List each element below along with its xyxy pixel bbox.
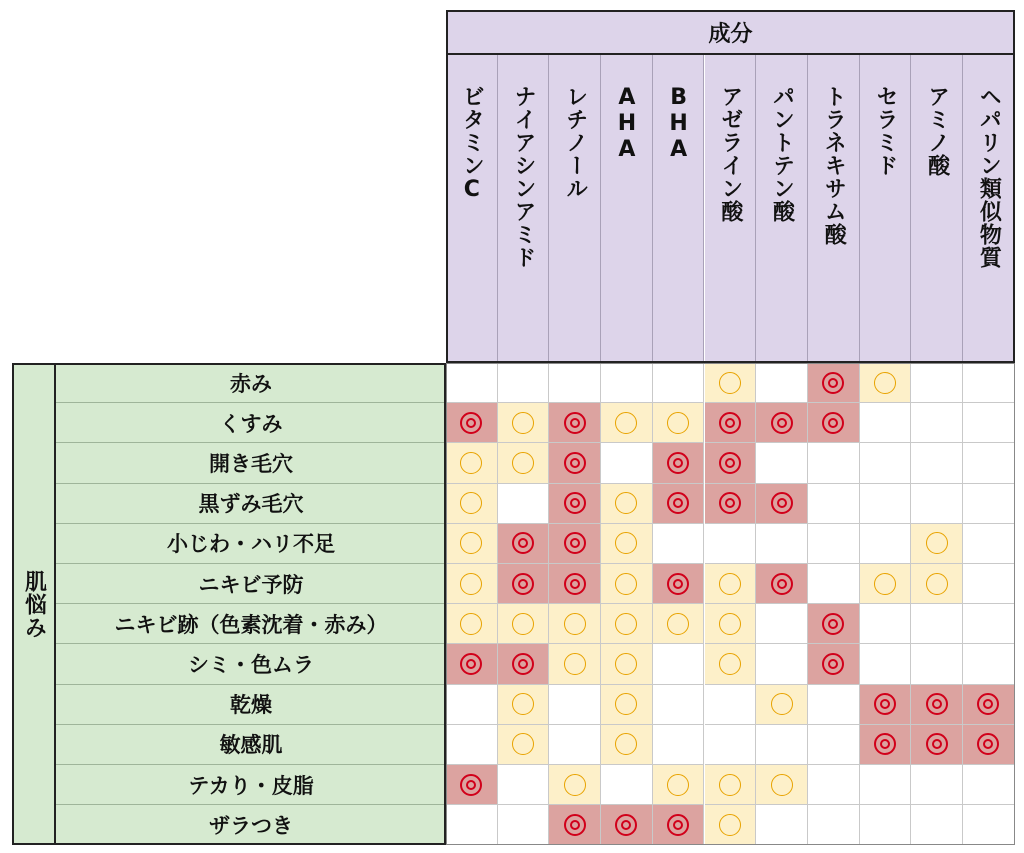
table-cell bbox=[911, 765, 963, 805]
column-header bbox=[601, 55, 653, 363]
column-header bbox=[756, 55, 808, 363]
table-cell bbox=[705, 685, 757, 725]
row-header bbox=[56, 484, 446, 524]
table-cell bbox=[549, 685, 601, 725]
circle-mark bbox=[615, 693, 637, 715]
table-cell bbox=[601, 443, 653, 483]
column-header-label: BHA bbox=[666, 85, 692, 163]
table-cell bbox=[705, 443, 757, 483]
table-cell bbox=[860, 443, 912, 483]
table-cell bbox=[756, 765, 808, 805]
table-cell bbox=[911, 484, 963, 524]
table-cell bbox=[756, 725, 808, 765]
circle-mark bbox=[460, 532, 482, 554]
table-cell bbox=[860, 484, 912, 524]
double-circle-mark bbox=[926, 733, 948, 755]
table-cell bbox=[705, 403, 757, 443]
row-header bbox=[56, 685, 446, 725]
row-header-label: 乾燥 bbox=[230, 693, 272, 718]
table-cell bbox=[705, 484, 757, 524]
column-header-label: レチノール bbox=[562, 85, 588, 200]
circle-mark bbox=[771, 774, 793, 796]
column-header bbox=[549, 55, 601, 363]
row-group-header bbox=[12, 363, 56, 845]
table-cell bbox=[911, 403, 963, 443]
circle-mark bbox=[615, 412, 637, 434]
double-circle-mark bbox=[460, 774, 482, 796]
column-header-label: ヘパリン類似物質 bbox=[976, 85, 1002, 269]
column-header-label: パントテン酸 bbox=[769, 85, 795, 223]
circle-mark bbox=[564, 774, 586, 796]
table-cell bbox=[808, 644, 860, 684]
table-cell bbox=[808, 443, 860, 483]
row-header-label: ザラつき bbox=[209, 813, 293, 838]
row-header-label: ニキビ跡（色素沈着・赤み） bbox=[114, 612, 388, 637]
table-cell bbox=[653, 604, 705, 644]
table-cell bbox=[653, 524, 705, 564]
table-cell bbox=[860, 524, 912, 564]
row-header bbox=[56, 765, 446, 805]
table-cell bbox=[446, 403, 498, 443]
circle-mark bbox=[615, 733, 637, 755]
table-cell bbox=[963, 644, 1015, 684]
column-header bbox=[808, 55, 860, 363]
table-cell bbox=[446, 604, 498, 644]
column-group-header bbox=[446, 10, 1015, 55]
table-cell bbox=[653, 443, 705, 483]
double-circle-mark bbox=[719, 492, 741, 514]
table-cell bbox=[860, 604, 912, 644]
table-cell bbox=[446, 765, 498, 805]
table-cell bbox=[963, 484, 1015, 524]
table-cell bbox=[756, 685, 808, 725]
double-circle-mark bbox=[977, 733, 999, 755]
table-cell bbox=[653, 403, 705, 443]
table-cell bbox=[756, 363, 808, 403]
row-header bbox=[56, 363, 446, 403]
row-header bbox=[56, 805, 446, 845]
table-cell bbox=[601, 363, 653, 403]
circle-mark bbox=[719, 613, 741, 635]
column-header-label: AHA bbox=[614, 85, 640, 163]
circle-mark bbox=[460, 573, 482, 595]
double-circle-mark bbox=[512, 653, 534, 675]
table-cell bbox=[498, 564, 550, 604]
table-cell bbox=[860, 363, 912, 403]
circle-mark bbox=[719, 653, 741, 675]
row-header bbox=[56, 725, 446, 765]
table-cell bbox=[549, 725, 601, 765]
circle-mark bbox=[719, 372, 741, 394]
double-circle-mark bbox=[822, 653, 844, 675]
row-group-label: 肌悩み bbox=[21, 569, 47, 639]
table-cell bbox=[756, 484, 808, 524]
table-cell bbox=[446, 484, 498, 524]
table-cell bbox=[860, 685, 912, 725]
table-cell bbox=[705, 604, 757, 644]
double-circle-mark bbox=[460, 412, 482, 434]
circle-mark bbox=[874, 573, 896, 595]
circle-mark bbox=[667, 774, 689, 796]
double-circle-mark bbox=[926, 693, 948, 715]
circle-mark bbox=[719, 573, 741, 595]
row-header-label: くすみ bbox=[219, 411, 283, 436]
table-cell bbox=[963, 725, 1015, 765]
table-cell bbox=[911, 443, 963, 483]
table-cell bbox=[498, 765, 550, 805]
table-cell bbox=[705, 524, 757, 564]
row-header bbox=[56, 564, 446, 604]
circle-mark bbox=[512, 693, 534, 715]
double-circle-mark bbox=[667, 814, 689, 836]
table-cell bbox=[963, 443, 1015, 483]
table-cell bbox=[756, 604, 808, 644]
table-cell bbox=[446, 685, 498, 725]
table-cell bbox=[549, 564, 601, 604]
double-circle-mark bbox=[667, 492, 689, 514]
row-header-label: 開き毛穴 bbox=[209, 451, 293, 476]
table-cell bbox=[601, 403, 653, 443]
double-circle-mark bbox=[719, 412, 741, 434]
table-cell bbox=[653, 644, 705, 684]
double-circle-mark bbox=[667, 573, 689, 595]
column-header-label: トラネキサム酸 bbox=[821, 85, 847, 246]
circle-mark bbox=[771, 693, 793, 715]
table-cell bbox=[446, 644, 498, 684]
double-circle-mark bbox=[667, 452, 689, 474]
row-header-label: ニキビ予防 bbox=[198, 572, 304, 597]
table-cell bbox=[963, 403, 1015, 443]
table-cell bbox=[601, 685, 653, 725]
table-cell bbox=[446, 725, 498, 765]
circle-mark bbox=[512, 412, 534, 434]
double-circle-mark bbox=[874, 733, 896, 755]
table-cell bbox=[963, 765, 1015, 805]
table-cell bbox=[808, 765, 860, 805]
double-circle-mark bbox=[564, 452, 586, 474]
circle-mark bbox=[564, 653, 586, 675]
circle-mark bbox=[615, 492, 637, 514]
table-cell bbox=[549, 443, 601, 483]
table-cell bbox=[808, 524, 860, 564]
table-cell bbox=[808, 725, 860, 765]
table-cell bbox=[808, 685, 860, 725]
table-cell bbox=[498, 443, 550, 483]
circle-mark bbox=[926, 573, 948, 595]
double-circle-mark bbox=[771, 492, 793, 514]
table-cell bbox=[808, 484, 860, 524]
table-cell bbox=[601, 765, 653, 805]
table-cell bbox=[601, 524, 653, 564]
double-circle-mark bbox=[564, 412, 586, 434]
table-cell bbox=[860, 765, 912, 805]
table-cell bbox=[911, 725, 963, 765]
row-header-label: 敏感肌 bbox=[219, 733, 283, 758]
table-cell bbox=[653, 363, 705, 403]
table-cell bbox=[446, 524, 498, 564]
table-cell bbox=[601, 725, 653, 765]
double-circle-mark bbox=[564, 492, 586, 514]
column-group-label: 成分 bbox=[708, 22, 753, 47]
double-circle-mark bbox=[822, 613, 844, 635]
row-header bbox=[56, 524, 446, 564]
double-circle-mark bbox=[719, 452, 741, 474]
table-cell bbox=[808, 363, 860, 403]
circle-mark bbox=[874, 372, 896, 394]
table-cell bbox=[860, 725, 912, 765]
column-header bbox=[653, 55, 705, 363]
table-cell bbox=[549, 403, 601, 443]
table-cell bbox=[705, 363, 757, 403]
double-circle-mark bbox=[771, 573, 793, 595]
column-header-label: アミノ酸 bbox=[924, 85, 950, 177]
circle-mark bbox=[615, 653, 637, 675]
table-cell bbox=[601, 604, 653, 644]
table-cell bbox=[601, 644, 653, 684]
circle-mark bbox=[615, 532, 637, 554]
table-cell bbox=[446, 363, 498, 403]
table-cell bbox=[756, 403, 808, 443]
double-circle-mark bbox=[564, 532, 586, 554]
column-header-label: アゼライン酸 bbox=[717, 85, 743, 223]
column-header-label: ナイアシンアミド bbox=[511, 85, 537, 269]
table-cell bbox=[963, 363, 1015, 403]
table-cell bbox=[653, 685, 705, 725]
row-header bbox=[56, 443, 446, 483]
table-cell bbox=[705, 805, 757, 845]
table-cell bbox=[963, 805, 1015, 845]
table-cell bbox=[549, 484, 601, 524]
table-cell bbox=[446, 443, 498, 483]
double-circle-mark bbox=[977, 693, 999, 715]
table-cell bbox=[911, 685, 963, 725]
table-cell bbox=[756, 443, 808, 483]
column-header bbox=[963, 55, 1015, 363]
circle-mark bbox=[667, 412, 689, 434]
table-cell bbox=[446, 564, 498, 604]
row-header bbox=[56, 644, 446, 684]
column-header-label: セラミド bbox=[872, 85, 898, 177]
circle-mark bbox=[667, 613, 689, 635]
table-cell bbox=[498, 725, 550, 765]
column-header bbox=[446, 55, 498, 363]
circle-mark bbox=[719, 814, 741, 836]
double-circle-mark bbox=[874, 693, 896, 715]
table-cell bbox=[549, 604, 601, 644]
table-cell bbox=[911, 564, 963, 604]
circle-mark bbox=[460, 452, 482, 474]
table-cell bbox=[705, 564, 757, 604]
table-cell bbox=[911, 363, 963, 403]
table-cell bbox=[860, 564, 912, 604]
row-header-label: 小じわ・ハリ不足 bbox=[167, 532, 335, 557]
table-cell bbox=[963, 604, 1015, 644]
table-cell bbox=[601, 484, 653, 524]
circle-mark bbox=[460, 613, 482, 635]
circle-mark bbox=[719, 774, 741, 796]
double-circle-mark bbox=[460, 653, 482, 675]
circle-mark bbox=[512, 452, 534, 474]
table-cell bbox=[498, 685, 550, 725]
table-cell bbox=[653, 725, 705, 765]
double-circle-mark bbox=[564, 573, 586, 595]
table-cell bbox=[549, 805, 601, 845]
table-cell bbox=[653, 805, 705, 845]
circle-mark bbox=[512, 733, 534, 755]
row-header-label: シミ・色ムラ bbox=[188, 652, 314, 677]
table-cell bbox=[911, 604, 963, 644]
double-circle-mark bbox=[512, 573, 534, 595]
table-cell bbox=[498, 524, 550, 564]
circle-mark bbox=[615, 573, 637, 595]
table-cell bbox=[705, 644, 757, 684]
row-header bbox=[56, 604, 446, 644]
table-cell bbox=[860, 644, 912, 684]
table-cell bbox=[653, 484, 705, 524]
table-cell bbox=[963, 685, 1015, 725]
row-header-label: 赤み bbox=[230, 371, 272, 396]
table-cell bbox=[549, 765, 601, 805]
row-header-label: テカり・皮脂 bbox=[188, 773, 314, 798]
table-cell bbox=[808, 604, 860, 644]
double-circle-mark bbox=[822, 372, 844, 394]
table-cell bbox=[549, 644, 601, 684]
table-cell bbox=[498, 644, 550, 684]
table-cell bbox=[653, 765, 705, 805]
table-cell bbox=[911, 524, 963, 564]
table-cell bbox=[911, 644, 963, 684]
table-cell bbox=[808, 403, 860, 443]
table-cell bbox=[498, 363, 550, 403]
circle-mark bbox=[926, 532, 948, 554]
column-header-label: ビタミンC bbox=[459, 85, 485, 203]
double-circle-mark bbox=[512, 532, 534, 554]
table-cell bbox=[549, 363, 601, 403]
table-cell bbox=[498, 484, 550, 524]
double-circle-mark bbox=[771, 412, 793, 434]
row-header bbox=[56, 403, 446, 443]
table-cell bbox=[653, 564, 705, 604]
column-header bbox=[498, 55, 550, 363]
table-cell bbox=[860, 805, 912, 845]
row-header-label: 黒ずみ毛穴 bbox=[198, 492, 304, 517]
table-cell bbox=[498, 403, 550, 443]
table-cell bbox=[756, 805, 808, 845]
circle-mark bbox=[615, 613, 637, 635]
table-cell bbox=[808, 564, 860, 604]
table-cell bbox=[756, 564, 808, 604]
table-cell bbox=[756, 524, 808, 564]
table-cell bbox=[756, 644, 808, 684]
table-cell bbox=[911, 805, 963, 845]
table-cell bbox=[860, 403, 912, 443]
double-circle-mark bbox=[615, 814, 637, 836]
table-cell bbox=[808, 805, 860, 845]
double-circle-mark bbox=[564, 814, 586, 836]
circle-mark bbox=[564, 613, 586, 635]
table-cell bbox=[498, 805, 550, 845]
column-header bbox=[911, 55, 963, 363]
table-cell bbox=[705, 725, 757, 765]
table-cell bbox=[963, 524, 1015, 564]
circle-mark bbox=[512, 613, 534, 635]
circle-mark bbox=[460, 492, 482, 514]
table-cell bbox=[601, 564, 653, 604]
table-cell bbox=[498, 604, 550, 644]
column-header bbox=[705, 55, 757, 363]
double-circle-mark bbox=[822, 412, 844, 434]
table-cell bbox=[549, 524, 601, 564]
table-cell bbox=[446, 805, 498, 845]
table-cell bbox=[601, 805, 653, 845]
table-cell bbox=[963, 564, 1015, 604]
column-header bbox=[860, 55, 912, 363]
table-cell bbox=[705, 765, 757, 805]
